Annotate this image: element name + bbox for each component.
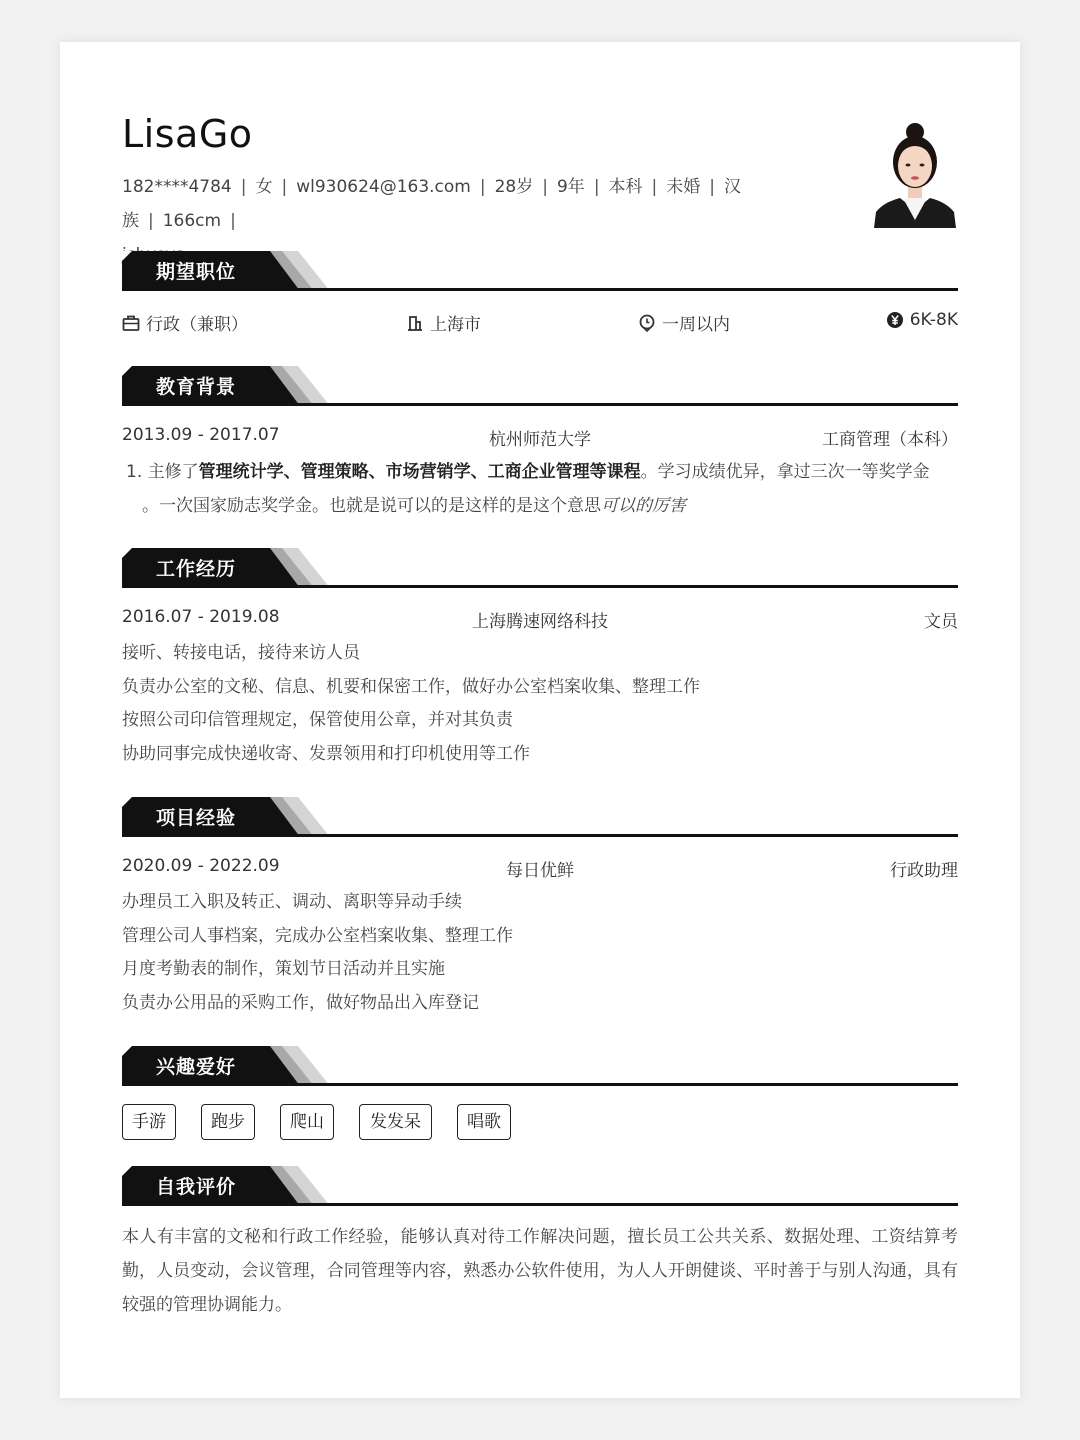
- job-city: 上海市: [406, 310, 481, 335]
- education-period: 2013.09 - 2017.07: [122, 425, 280, 445]
- work-role: 文员: [924, 612, 958, 632]
- section-divider: [122, 834, 958, 837]
- section-divider: [122, 585, 958, 588]
- section-hobbies: [122, 1046, 958, 1086]
- section-divider: [122, 1203, 958, 1206]
- list-item: 按照公司印信管理规定，保管使用公章，并对其负责: [122, 710, 513, 730]
- education-major: 工商管理（本科）: [822, 430, 958, 450]
- job-intention-row: [122, 310, 958, 336]
- project-row: [122, 856, 958, 886]
- education-description: 1. 主修了管理统计学、管理策略、市场营销学、工商企业管理等课程。学习成绩优异，拿过三次一等奖学金 。一次国家励志奖学金。也就是说可以的是这样的是这个意思可以的厉害: [126, 462, 930, 516]
- yuan-coin-icon: [886, 311, 904, 329]
- list-item: 办理员工入职及转正、调动、离职等异动手续: [122, 892, 462, 912]
- section-job-intention: [122, 251, 958, 291]
- education-school: 杭州师范大学: [489, 430, 591, 450]
- ethnicity: 汉族: [122, 177, 742, 231]
- list-item: 接听、转接电话，接待来访人员: [122, 643, 360, 663]
- briefcase-icon: [122, 314, 140, 332]
- section-divider: [122, 1083, 958, 1086]
- section-title: 期望职位: [156, 261, 237, 283]
- section-title: 自我评价: [156, 1176, 237, 1198]
- section-title: 项目经验: [156, 807, 237, 829]
- section-title: 工作经历: [156, 558, 237, 580]
- resume-page: [60, 42, 1020, 1398]
- project-period: 2020.09 - 2022.09: [122, 856, 280, 876]
- height: 166cm: [162, 211, 222, 231]
- work-row: [122, 607, 958, 637]
- section-self-evaluation: [122, 1166, 958, 1206]
- job-arrival: 一周以内: [638, 310, 730, 335]
- list-item: 协助同事完成快递收寄、发票领用和打印机使用等工作: [122, 743, 530, 764]
- education-row: [122, 425, 958, 455]
- section-divider: [122, 403, 958, 406]
- section-work: [122, 548, 958, 588]
- job-salary: 6K-8K: [886, 310, 958, 330]
- self-evaluation-text: 本人有丰富的文秘和行政工作经验，能够认真对待工作解决问题，擅长员工公共关系、数据处理、工资结算考勤，人员变动，会议管理，合同管理等内容，熟悉办公软件使用，为人人开朗健谈、平时善于与别人沟通，具有较强的管理协调能力。: [122, 1227, 958, 1315]
- list-item: 负责办公用品的采购工作，做好物品出入库登记: [122, 992, 479, 1013]
- candidate-name: LisaGo: [122, 112, 253, 156]
- location-clock-icon: [638, 314, 656, 332]
- basic-info: 182****4784 | 女 | wl930624@163.com | 28岁 | 9年 | 本科 | 未婚 | 汉族 | 166cm |: [122, 170, 842, 272]
- experience-years: 9年: [556, 177, 585, 197]
- degree: 本科: [608, 177, 643, 197]
- section-divider: [122, 288, 958, 291]
- hobby-tag: 爬山: [280, 1104, 334, 1140]
- age: 28岁: [494, 177, 534, 197]
- hobby-tag: 唱歌: [457, 1104, 511, 1140]
- job-position: 行政（兼职）: [122, 310, 248, 335]
- work-duties: [122, 637, 958, 771]
- section-project: [122, 797, 958, 837]
- section-title: 兴趣爱好: [156, 1056, 237, 1078]
- list-item: 管理公司人事档案，完成办公室档案收集、整理工作: [122, 925, 513, 946]
- work-company: 上海腾速网络科技: [472, 612, 608, 632]
- project-duties: [122, 886, 958, 1020]
- section-education: [122, 366, 958, 406]
- project-name: 每日优鲜: [506, 861, 574, 881]
- marital-status: 未婚: [666, 177, 701, 197]
- hobby-tag: 跑步: [201, 1104, 255, 1140]
- phone: 182****4784: [122, 177, 232, 197]
- hobby-tag: 发发呆: [359, 1104, 432, 1140]
- email: wl930624@163.com: [296, 177, 471, 197]
- list-item: 负责办公室的文秘、信息、机要和保密工作，做好办公室档案收集、整理工作: [122, 676, 700, 697]
- work-period: 2016.07 - 2019.08: [122, 607, 280, 627]
- building-icon: [406, 314, 424, 332]
- list-item: 月度考勤表的制作，策划节日活动并且实施: [122, 959, 445, 979]
- gender: 女: [255, 177, 273, 197]
- profile-photo: [874, 122, 956, 228]
- section-title: 教育背景: [156, 376, 237, 398]
- hobby-tag: 手游: [122, 1104, 176, 1140]
- project-role: 行政助理: [890, 861, 958, 881]
